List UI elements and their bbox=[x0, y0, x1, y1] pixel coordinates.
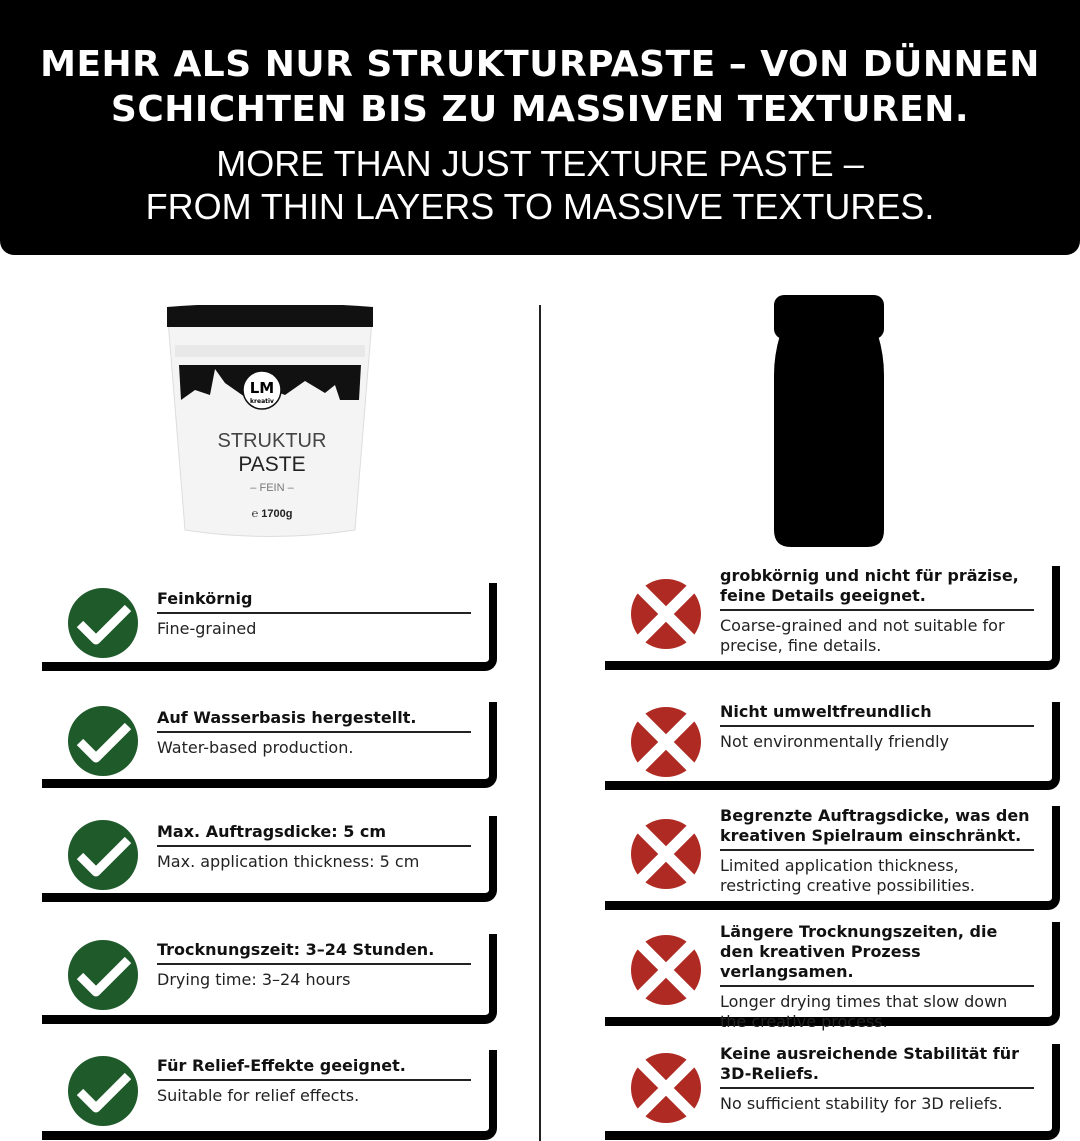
cross-icon bbox=[631, 579, 701, 649]
headline-german bbox=[0, 42, 1080, 132]
pro-card bbox=[42, 934, 497, 1024]
feature-text-en: Not environmentally friendly bbox=[720, 732, 949, 751]
feature-text-en: Limited application thickness, restricting creative possibilities. bbox=[720, 856, 975, 895]
con-card bbox=[605, 922, 1060, 1031]
product-variant: – FEIN – bbox=[250, 482, 294, 494]
headline-english bbox=[0, 142, 1080, 228]
feature-title-de: Max. Auftragsdicke: 5 cm bbox=[157, 822, 471, 847]
headline-de-line2: SCHICHTEN BIS ZU MASSIVEN TEXTUREN. bbox=[110, 89, 970, 130]
feature-title-de: Keine ausreichende Stabilität für 3D-Reliefs. bbox=[720, 1044, 1034, 1089]
feature-text-en: No sufficient stability for 3D reliefs. bbox=[720, 1094, 1003, 1113]
cross-icon bbox=[631, 1053, 701, 1123]
feature-text-en: Max. application thickness: 5 cm bbox=[157, 852, 420, 871]
checkmark-icon bbox=[68, 706, 138, 776]
checkmark-icon bbox=[68, 1056, 138, 1126]
feature-title-de: grobkörnig und nicht für präzise, feine Details geeignet. bbox=[720, 566, 1034, 611]
feature-title-de: Begrenzte Auftragsdicke, was den kreativen Spielraum einschränkt. bbox=[720, 806, 1034, 851]
pro-card bbox=[42, 702, 497, 788]
product-bucket-image bbox=[165, 305, 375, 540]
feature-title-de: Nicht umweltfreundlich bbox=[720, 702, 1034, 727]
feature-text-en: Drying time: 3–24 hours bbox=[157, 970, 351, 989]
con-card bbox=[605, 806, 1060, 910]
feature-text-en: Water-based production. bbox=[157, 738, 354, 757]
cross-icon bbox=[631, 707, 701, 777]
pro-card bbox=[42, 816, 497, 902]
feature-text-en: Longer drying times that slow down the creative process. bbox=[720, 992, 1008, 1031]
feature-title-de: Für Relief-Effekte geeignet. bbox=[157, 1056, 471, 1081]
con-card bbox=[605, 566, 1060, 670]
product-name-line1: STRUKTUR bbox=[217, 430, 327, 452]
product-weight: ℮ 1700g bbox=[251, 508, 293, 520]
brand-logo-text: LM bbox=[249, 379, 275, 397]
feature-text-en: Coarse-grained and not suitable for precise, fine details. bbox=[720, 616, 1005, 655]
competitor-bottle-silhouette bbox=[772, 295, 886, 547]
feature-text-en: Suitable for relief effects. bbox=[157, 1086, 360, 1105]
con-card bbox=[605, 1044, 1060, 1140]
headline-de-line1: MEHR ALS NUR STRUKTURPASTE – VON DÜNNEN bbox=[40, 44, 1040, 85]
checkmark-icon bbox=[68, 940, 138, 1010]
cross-icon bbox=[631, 935, 701, 1005]
feature-title-de: Trocknungszeit: 3–24 Stunden. bbox=[157, 940, 471, 965]
product-name-line2: PASTE bbox=[238, 453, 306, 476]
feature-title-de: Auf Wasserbasis hergestellt. bbox=[157, 708, 471, 733]
con-card bbox=[605, 702, 1060, 790]
cross-icon bbox=[631, 819, 701, 889]
pro-card bbox=[42, 583, 497, 671]
headline-en-line2: FROM THIN LAYERS TO MASSIVE TEXTURES. bbox=[145, 186, 935, 227]
feature-title-de: Feinkörnig bbox=[157, 589, 471, 614]
header-banner bbox=[0, 0, 1080, 255]
feature-title-de: Längere Trocknungszeiten, die den kreativen Prozess verlangsamen. bbox=[720, 922, 1034, 987]
brand-sub-text: kreativ bbox=[250, 398, 274, 405]
checkmark-icon bbox=[68, 820, 138, 890]
column-divider bbox=[539, 305, 541, 1141]
pro-card bbox=[42, 1050, 497, 1140]
feature-text-en: Fine-grained bbox=[157, 619, 257, 638]
headline-en-line1: MORE THAN JUST TEXTURE PASTE – bbox=[216, 143, 864, 184]
checkmark-icon bbox=[68, 588, 138, 658]
